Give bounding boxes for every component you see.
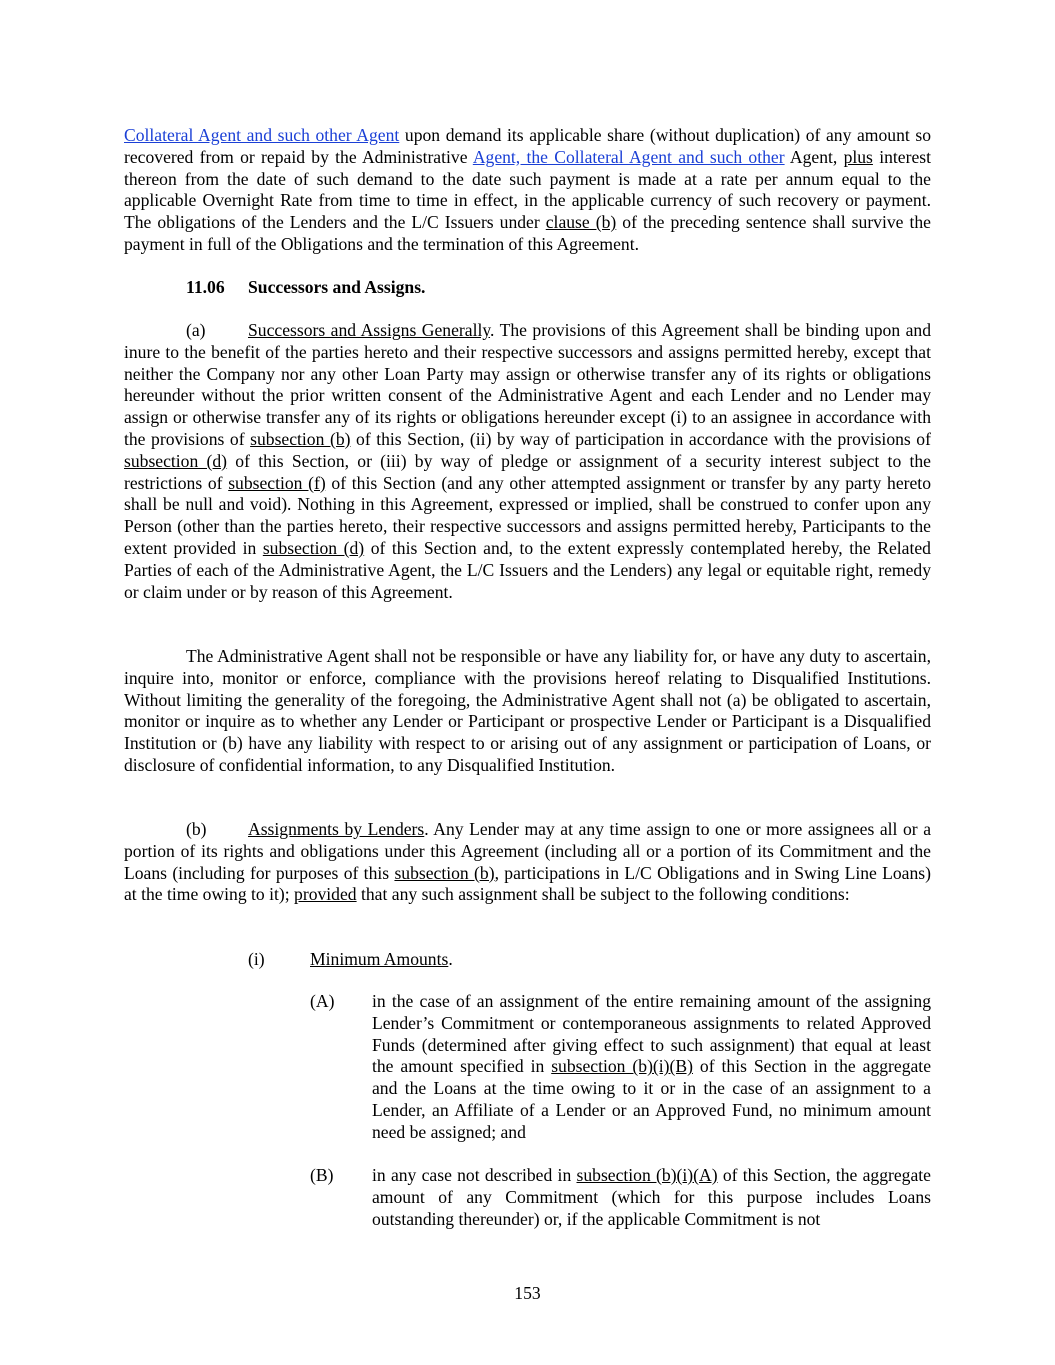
agent-collateral-agent-link[interactable]: Agent, the Collateral Agent and such other [472,146,785,167]
paragraph-i-heading: Minimum Amounts [310,949,449,969]
paragraph-a-label: (a) [186,320,206,340]
paragraph-a: (a) Successors and Assigns Generally. The provisions of this Agreement shall be binding upon and inure to the benefit of the parties hereto and their respective successors and assigns permitted hereby, except that neither the Company nor any other Loan Party may assign or otherwise transfer any of its rights or obligations hereunder without the prior written consent of the Administrative Agent and each Lender and no Lender may assign or otherwise transfer any of its rights or obligations hereunder except (i) to an assignee in accordance with the provisions of subsection (b) of this Section, (ii) by way of participation in accordance with the provisions of subsection (d) of this Section, or (iii) by way of pledge or assignment of a security interest subject to the restrictions of subsection (f) of this Section (and any other attempted assignment or transfer by any party hereto shall be null and void). Nothing in this Agreement, expressed or implied, shall be construed to confer upon any Person (other than the parties hereto, their respective successors and assigns permitted hereby, Participants to the extent provided in subsection (d) of this Section and, to the extent expressly contemplated hereby, the Related Parties of each of the Administrative Agent, the L/C Issuers and the Lenders) any legal or equitable right, remedy or claim under or by reason of this Agreement. [124,320,932,602]
section-title: Successors and Assigns. [248,277,426,297]
section-heading [186,277,425,299]
page-number: 153 [514,1283,541,1303]
paragraph-b: (b) Assignments by Lenders. Any Lender may at any time assign to one or more assignees all or a portion of its rights and obligations under this Agreement (including all or a portion of its Commitment and the Loans (including for purposes of this subsection (b), participations in L/C Obligations and in Swing Line Loans) at the time owing to it); provided that any such assignment shall be subject to the following conditions: [124,819,932,905]
paragraph-a-heading: Successors and Assigns Generally [248,320,491,340]
continuation-paragraph: Collateral Agent and such other Agent upon demand its applicable share (without duplication) of any amount so recovered from or repaid by the Administrative Agent, the Collateral Agent and such other Agent, plus interest thereon from the date of such demand to the date such payment is made at a rate per annum equal to the applicable Overnight Rate from time to time in effect, in the applicable currency of such recovery or payment. The obligations of the Lenders and the L/C Issuers under clause (b) of the preceding sentence shall survive the payment in full of the Obligations and the termination of this Agreement. [124,125,932,254]
document-page: Collateral Agent and such other Agent upon demand its applicable share (without duplication) of any amount so recovered from or repaid by the Administrative Agent, the Collateral Agent and such other Agent, plus interest thereon from the date of such demand to the date such payment is made at a rate per annum equal to the applicable Overnight Rate from time to time in effect, in the applicable currency of such recovery or payment. The obligations of the Lenders and the L/C Issuers under clause (b) of the preceding sentence shall survive the payment in full of the Obligations and the termination of this Agreement. 11.06 Successors and Assigns. (a) Successors and Assigns Generally. The provisions of this Agreement shall be binding upon and inure to the benefit of the parties hereto and their respective successors and assigns permitted hereby, except that neither the Company nor any other Loan Party may assign or otherwise transfer any of its rights or obligations hereunder without the prior written consent of the Administrative Agent and each Lender and no Lender may assign or otherwise transfer any of its rights or obligations hereunder except (i) to an assignee in accordance with the provisions of subsection (b) of this Section, (ii) by way of participation in accordance with the provisions of subsection (d) of this Section, or (iii) by way of pledge or assignment of a security interest subject to the restrictions of subsection (f) of this Section (and any other attempted assignment or transfer by any party hereto shall be null and void). Nothing in this Agreement, expressed or implied, shall be construed to confer upon any Person (other than the parties hereto, their respective successors and assigns permitted hereby, Participants to the extent provided in subsection (d) of this Section and, to the extent expressly contemplated hereby, the Related Parties of each of the Administrative Agent, the L/C Issuers and the Lenders) any legal or equitable right, remedy or claim under or by reason of this Agreement. The Administrative Agent shall not be responsible or have any liability for, or have any duty to ascertain, inquire into, monitor or enforce, compliance with the provisions hereof relating to Disqualified Institutions. Without limiting the generality of the foregoing, the Administrative Agent shall not (a) be obligated to ascertain, monitor or inquire as to whether any Lender or Participant or prospective Lender or Participant is a Disqualified Institution or (b) have any liability with respect to or arising out of any assignment or participation of Loans, or disclosure of confidential information, to any Disqualified Institution. (b) Assignments by Lenders. Any Lender may at any time assign to one or more assignees all or a portion of its rights and obligations under this Agreement (including all or a portion of its Commitment and the Loans (including for purposes of this subsection (b), participations in L/C Obligations and in Swing Line Loans) at the time owing to it); provided that any such assignment shall be subject to the following conditions: (i) Minimum Amounts. (A) in the case of an assignment of the entire remaining amount of the assigning Lender’s Commitment or contemporaneous assignments to related Approved Funds (determined after giving effect to such assignment) that equal at least the amount specified in subsection (b)(i)(B) of this Section in the aggregate and the Loans at the time owing to it or in the case of an assignment to a Lender, an Affiliate of a Lender or an Approved Fund, no minimum amount need be assigned; and (B) in any case not described in subsection (b)(i)(A) of this Section, the aggregate amount of any Commitment (which for this purpose includes Loans outstanding thereunder) or, if the applicable Commitment is not 153 [0,0,1055,1365]
paragraph-B-label: (B) [310,1165,334,1185]
paragraph-b-heading: Assignments by Lenders [248,819,425,839]
administrative-agent-paragraph: The Administrative Agent shall not be responsible or have any liability for, or have any duty to ascertain, inquire into, monitor or enforce, compliance with the provisions hereof relating to Disqualified Institutions. Without limiting the generality of the foregoing, the Administrative Agent shall not (a) be obligated to ascertain, monitor or inquire as to whether any Lender or Participant or prospective Lender or Participant is a Disqualified Institution or (b) have any liability with respect to or arising out of any assignment or participation of Loans, or disclosure of confidential information, to any Disqualified Institution. [124,646,931,775]
paragraph-b-label: (b) [186,819,207,839]
clause-b-reference: clause (b) [545,212,617,233]
section-number: 11.06 [186,277,225,297]
collateral-agent-link[interactable]: Collateral Agent and such other Agent [124,125,400,145]
paragraph-A-label: (A) [310,991,335,1011]
paragraph-i-label: (i) [248,949,265,969]
